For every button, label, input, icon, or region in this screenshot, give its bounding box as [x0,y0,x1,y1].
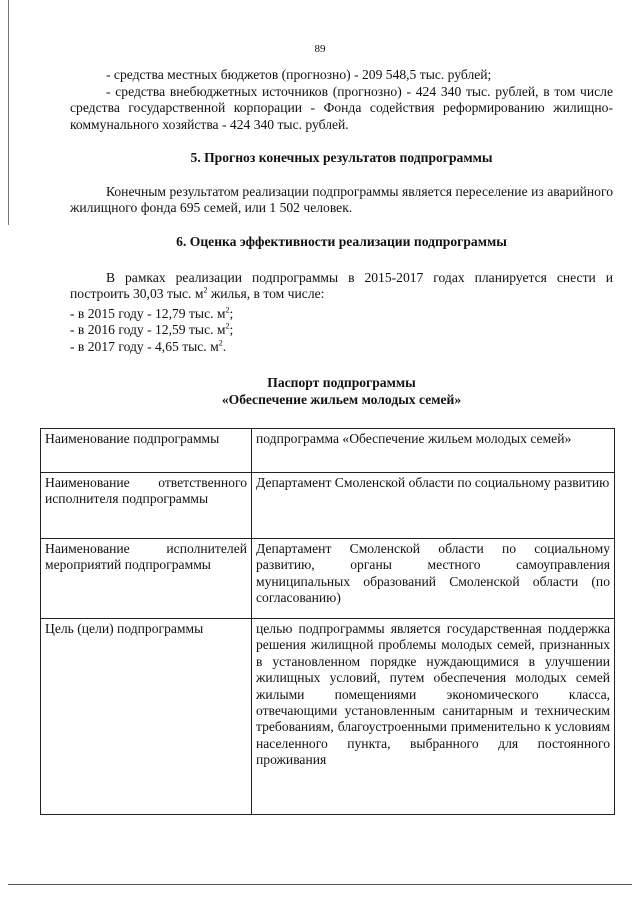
page-number: 89 [314,43,326,55]
list-item-2017: - в 2017 году - 4,65 тыс. $м^2$. [70,338,227,354]
section6-year-list [70,306,613,355]
section6-intro-text: В рамках реализации подпрограммы в 2015-2017 годах планируется снести и построить 30,03 тыс. м [70,270,613,302]
row-value: Департамент Смоленской области по социальному развитию, органы местного самоуправления муниципальных образований Смоленской области (по согласованию) [252,539,615,619]
row-value: целью подпрограммы является государственная поддержка решения жилищной проблемы молодых семей, признанных в установленном порядке нуждающимися в улучшении жилищных условий, путем обеспечения молодых семей жилыми помещениями экономического класса, отвечающими установленным санитарным и техническим требованиям, благоустроенными применительно к условиям населенного пункта, выбранного для постоянного проживания [252,619,615,815]
row-label: Наименование ответственного исполнителя подпрограммы [41,473,252,539]
table-row [41,429,615,473]
row-label: Цель (цели) подпрограммы [41,619,252,815]
row-value: подпрограмма «Обеспечение жильем молодых семей» [252,429,615,473]
section6-intro-text-end: жилья, в том числе: [207,286,325,302]
section5-text: Конечным результатом реализации подпрограммы является переселение из аварийного жилищного фонда 695 семей, или 1 502 человек. [70,184,613,216]
section5-heading: 5. Прогноз конечных результатов подпрограммы [190,150,493,165]
row-label: Наименование подпрограммы [41,429,252,473]
section6-heading: 6. Оценка эффективности реализации подпрограммы [176,234,507,249]
passport-title-line1: Паспорт подпрограммы [267,375,416,390]
table-row [41,473,615,539]
list-item-2016: - в 2016 году - 12,59 тыс. $м^2$; [70,321,234,338]
scan-bottom-edge-line [8,884,632,885]
table-row [41,619,615,815]
passport-table [40,428,615,815]
list-item-2015: - в 2015 году - 12,79 тыс. $м^2$; [70,305,234,321]
funding-extrabudgetary: - средства внебюджетных источников (прогнозно) - 424 340 тыс. рублей, в том числе средства государственной корпорации - Фонда содействия реформированию жилищно-коммунального хозяйства - 424 340 тыс. рублей. [70,84,613,132]
funding-local-budget: - средства местных бюджетов (прогнозно) - 209 548,5 тыс. рублей; [106,67,492,82]
table-row [41,539,615,619]
row-label: Наименование исполнителей мероприятий подпрограммы [41,539,252,619]
scan-left-edge-line [8,0,9,225]
row-value: Департамент Смоленской области по социальному развитию [252,473,615,539]
superscript: 2 [203,285,208,295]
passport-title-line2: «Обеспечение жильем молодых семей» [221,392,462,407]
section6-intro [70,270,613,303]
